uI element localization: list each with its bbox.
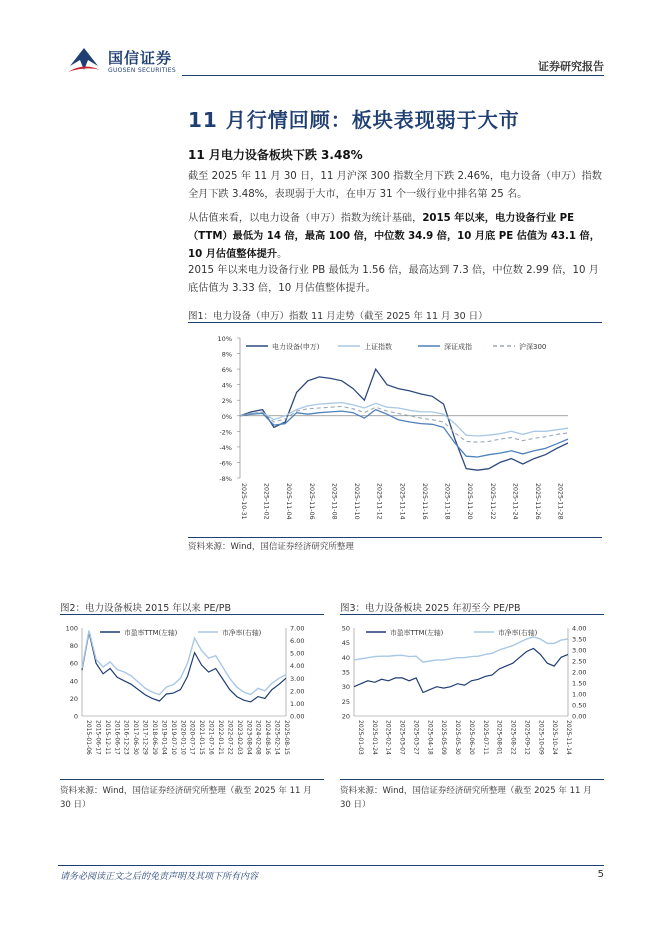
x-tick-label: 2025-11-14 [565,720,572,755]
y-right-tick-label: 0.00 [290,712,305,721]
x-tick-label: 2025-11-20 [466,483,474,520]
report-type: 证券研究报告 [538,60,604,73]
figure3-chart [340,618,604,778]
x-tick-label: 2020-01-10 [179,720,187,755]
x-tick-label: 2025-10-24 [551,720,559,755]
figure3-bottom-rule [340,779,604,780]
y-right-tick-label: 6.00 [290,637,305,646]
y-right-tick-label: 0.00 [572,712,587,721]
x-tick-label: 2019-01-04 [160,720,168,755]
figure3-caption: 图3：电力设备板块 2025 年初至今 PE/PB [340,603,521,614]
pe-text-plain: 从估值来看，以电力设备（申万）指数为统计基础， [188,213,423,224]
figure2-source: 资料来源：Wind，国信证券经济研究所整理（截至 2025 年 11 月 30 日） [60,786,312,810]
legend-label: 市净率(右轴) [498,629,538,637]
figure3-rule [340,614,604,615]
x-tick-label: 2023-02-03 [235,720,243,755]
x-tick-label: 2021-01-15 [198,720,206,755]
x-tick-label: 2025-05-09 [440,720,448,755]
pe-text-bold: 2015 年以来，电力设备行业 PE（TTM）最低为 14 倍，最高 100 倍，中位数 34.9 倍，10 月底 PE 估值为 43.1 倍，10 月估值整体提升 [188,213,600,260]
y-tick-label: 0% [221,412,232,421]
x-tick-label: 2025-11-26 [534,483,542,520]
x-tick-label: 2021-07-16 [207,720,215,755]
y-left-tick-label: 100 [65,624,78,633]
series-line-2 [354,637,568,662]
y-tick-label: 2% [221,397,232,406]
y-left-tick-label: 30 [341,683,350,692]
x-tick-label: 2025-11-24 [511,483,519,520]
legend-label: 市盈率TTM(左轴) [390,629,444,637]
y-tick-label: 8% [221,350,232,359]
y-right-tick-label: 1.50 [572,679,587,688]
y-tick-label: -4% [219,443,232,452]
x-tick-label: 2025-11-14 [398,483,406,520]
y-right-tick-label: 0.50 [572,701,587,710]
legend-label: 沪深300 [519,343,547,351]
x-tick-label: 2025-01-03 [357,720,364,755]
y-tick-label: -8% [219,475,232,483]
series-line-2 [82,631,286,695]
x-tick-label: 2018-06-29 [151,720,158,755]
paragraph-market-review: 截至 2025 年 11 月 30 日，11 月沪深 300 指数全月下跌 2.46%，电力设备（申万）指数全月下跌 3.48%，表现弱于大市，在申万 31 个一级行业中排名第 25 名。 [188,171,602,200]
y-right-tick-label: 7.00 [290,624,305,633]
footer-disclaimer: 请务必阅读正文之后的免责声明及其项下所有内容 [60,872,259,882]
x-tick-label: 2025-11-28 [556,483,564,520]
y-left-tick-label: 45 [341,639,350,648]
series-line-1 [354,649,568,693]
x-tick-label: 2025-11-16 [420,483,428,520]
y-left-tick-label: 20 [341,712,350,721]
figure1-bottom-rule [188,537,602,538]
x-tick-label: 2025-07-11 [481,720,489,755]
x-tick-label: 2025-11-02 [262,483,270,520]
legend-label: 市盈率TTM(左轴) [124,629,178,637]
figure3-source: 资料来源：Wind，国信证券经济研究所整理（截至 2025 年 11 月 30 日） [340,786,592,810]
x-tick-label: 2025-02-14 [384,720,392,755]
x-tick-label: 2025-11-12 [375,483,383,520]
x-tick-label: 2025-01-24 [370,720,378,755]
x-tick-label: 2025-03-27 [412,720,420,755]
x-tick-label: 2025-10-09 [537,720,545,755]
y-right-tick-label: 2.50 [572,657,587,666]
y-right-tick-label: 4.00 [290,662,305,671]
y-right-tick-label: 2.00 [290,687,305,696]
figure1-rule [188,322,602,323]
x-tick-label: 2025-03-07 [398,720,406,755]
y-left-tick-label: 50 [341,624,350,633]
y-right-tick-label: 1.00 [290,699,305,708]
x-tick-label: 2025-08-22 [509,720,517,755]
header-divider [182,75,604,76]
series-line-1 [82,632,286,702]
legend-label: 市净率(右轴) [222,629,262,637]
pe-text-end: 。 [277,249,288,260]
legend-label: 上证指数 [364,343,392,351]
figure1-source: 资料来源：Wind，国信证券经济研究所整理 [188,542,354,552]
y-left-tick-label: 40 [69,677,78,686]
x-tick-label: 2015-01-06 [85,720,92,755]
paragraph-pe-valuation [188,210,602,264]
x-tick-label: 2025-11-10 [353,483,361,520]
x-tick-label: 2025-08-01 [495,720,503,755]
guosen-logo-icon [66,44,102,76]
footer-divider [58,865,604,866]
y-tick-label: -6% [219,459,232,468]
x-tick-label: 2015-06-17 [94,720,102,755]
y-right-tick-label: 3.50 [572,635,587,644]
x-tick-label: 2025-11-08 [330,483,338,520]
figure1-caption: 图1：电力设备（申万）指数 11 月走势（截至 2025 年 11 月 30 日） [188,311,488,322]
figure2-rule [60,614,324,615]
x-tick-label: 2025-04-18 [426,720,434,755]
x-tick-label: 2016-12-23 [122,720,130,755]
page-number: 5 [597,869,604,880]
x-tick-label: 2025-11-18 [443,483,451,520]
y-left-tick-label: 20 [69,694,78,703]
figure1-chart [188,326,602,536]
x-tick-label: 2024-02-08 [254,720,262,755]
y-right-tick-label: 5.00 [290,649,305,658]
x-tick-label: 2025-02-14 [273,720,281,755]
x-tick-label: 2019-07-10 [169,720,177,755]
y-left-tick-label: 40 [341,653,350,662]
paragraph-pb-valuation: 2015 年以来电力设备行业 PB 最低为 1.56 倍，最高达到 7.3 倍，中位数 2.99 倍，10 月底估值为 3.33 倍，10 月估值整体提升。 [188,265,599,294]
y-right-tick-label: 1.00 [572,690,587,699]
company-name: 国信证券 [108,49,173,67]
x-tick-label: 2017-06-30 [132,720,140,755]
figure2-caption: 图2：电力设备板块 2015 年以来 PE/PB [60,603,231,614]
y-left-tick-label: 35 [341,668,350,677]
x-tick-label: 2025-08-15 [283,720,290,755]
x-tick-label: 2025-10-31 [240,483,247,520]
x-tick-label: 2025-05-30 [454,720,462,755]
y-tick-label: -2% [219,428,232,437]
x-tick-label: 2022-07-22 [226,720,234,755]
x-tick-label: 2024-08-16 [264,720,272,755]
x-tick-label: 2025-11-06 [307,483,315,520]
figure2-chart [60,618,324,778]
x-tick-label: 2022-01-21 [217,720,224,755]
x-tick-label: 2025-06-20 [467,720,475,755]
y-right-tick-label: 3.00 [572,646,587,655]
legend-label: 电力设备(申万) [272,343,320,351]
y-left-tick-label: 60 [69,659,78,668]
x-tick-label: 2025-11-22 [488,483,496,520]
y-tick-label: 4% [221,381,232,390]
figure2-bottom-rule [60,779,324,780]
y-tick-label: 6% [221,366,232,375]
x-tick-label: 2015-12-11 [103,720,111,755]
x-tick-label: 2023-08-04 [245,720,253,755]
x-tick-label: 2020-07-17 [188,720,196,755]
section-title: 11 月行情回顾：板块表现弱于大市 [188,108,520,132]
y-right-tick-label: 3.00 [290,674,305,683]
y-left-tick-label: 25 [341,697,350,706]
x-tick-label: 2017-12-29 [141,720,149,755]
x-tick-label: 2025-11-04 [285,483,293,520]
y-right-tick-label: 4.00 [572,624,587,633]
subsection-title: 11 月电力设备板块下跌 3.48% [188,148,363,162]
company-name-en: GUOSEN SECURITIES [108,67,177,74]
x-tick-label: 2025-09-12 [523,720,531,755]
y-left-tick-label: 0 [73,712,78,721]
y-right-tick-label: 2.00 [572,668,587,677]
y-left-tick-label: 80 [69,642,78,651]
x-tick-label: 2016-06-17 [113,720,121,755]
y-tick-label: 10% [217,335,232,343]
legend-label: 深证成指 [444,343,472,351]
